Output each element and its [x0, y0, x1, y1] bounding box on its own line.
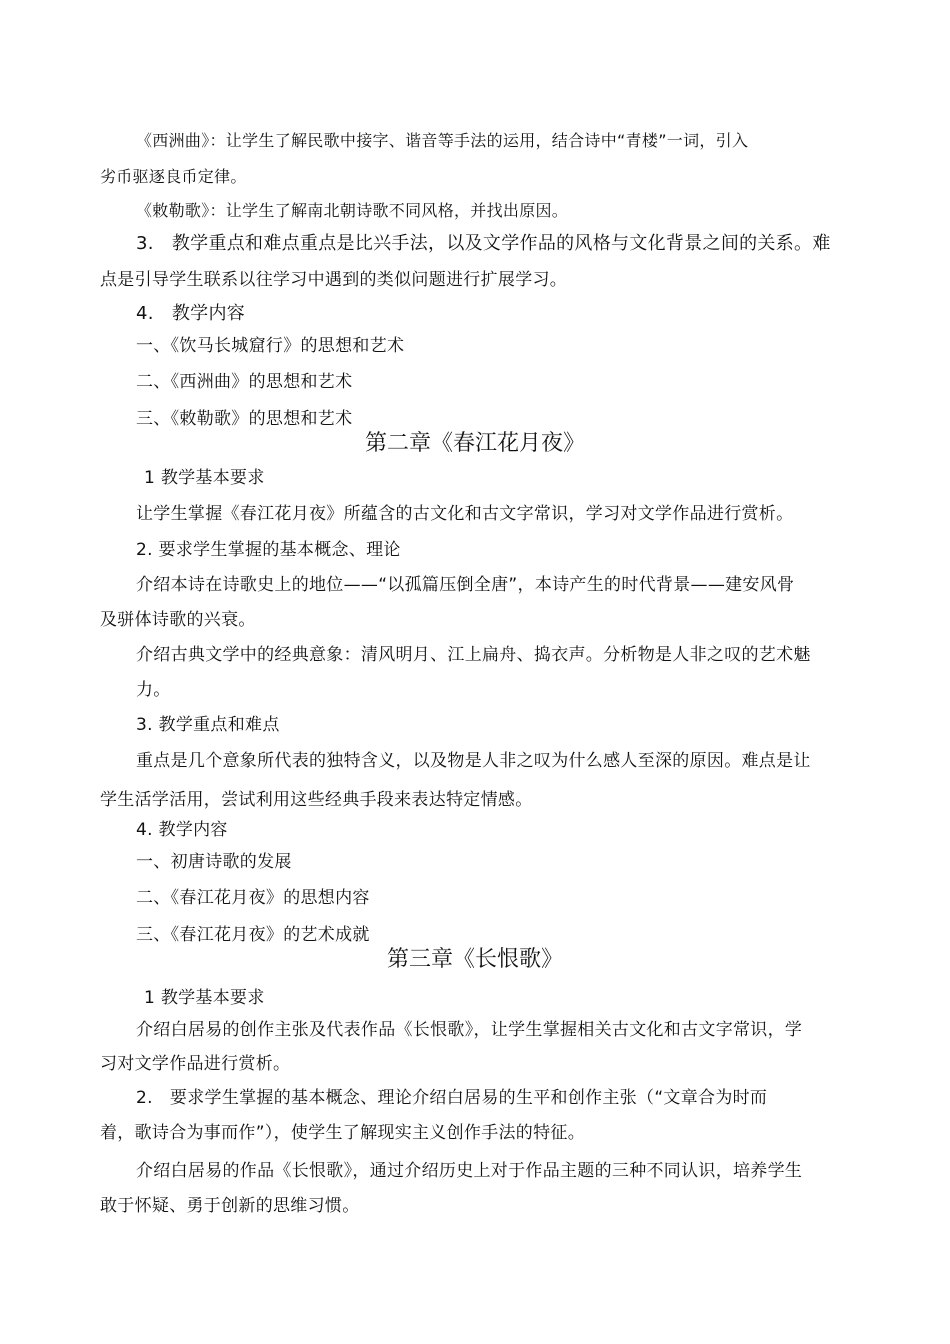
- chapter-2-title: 第二章《春江花月夜》: [364, 431, 585, 456]
- ch2-content-item-3: 三、《春江花月夜》的艺术成就: [136, 925, 370, 945]
- ch3-works-line-1: 介绍白居易的作品《长恨歌》，通过介绍历史上对于作品主题的三种不同认识，培养学生: [136, 1161, 803, 1181]
- ch2-content-item-1: 一、初唐诗歌的发展: [136, 852, 292, 872]
- ch2-concepts-heading: 2. 要求学生掌握的基本概念、理论: [136, 540, 401, 560]
- key-points-paragraph-line-2: 点是引导学生联系以往学习中遇到的类似问题进行扩展学习。: [100, 270, 568, 290]
- teaching-content-heading: 4. 教学内容: [136, 303, 246, 324]
- ch2-key-points-heading: 3. 教学重点和难点: [136, 715, 280, 735]
- ch2-content-item-2: 二、《春江花月夜》的思想内容: [136, 888, 370, 908]
- ch2-imagery-line-1: 介绍古典文学中的经典意象：清风明月、江上扁舟、捣衣声。分析物是人非之叹的艺术魅: [136, 645, 811, 665]
- ch3-requirements-heading: 1 教学基本要求: [144, 988, 265, 1008]
- ch2-concepts-line-1: 介绍本诗在诗歌史上的地位——“以孤篇压倒全唐”，本诗产生的时代背景——建安风骨: [136, 575, 795, 595]
- chilege-paragraph: 《敕勒歌》：让学生了解南北朝诗歌不同风格，并找出原因。: [136, 201, 569, 220]
- ch2-content-heading: 4. 教学内容: [136, 820, 228, 840]
- ch2-key-points-line-2: 学生活学活用，尝试利用这些经典手段来表达特定情感。: [100, 790, 533, 810]
- chapter-3-title: 第三章《长恨歌》: [386, 947, 563, 972]
- xizhouqu-paragraph-line-2: 劣币驱逐良币定律。: [100, 167, 247, 186]
- ch3-concepts-line-2: 着，歌诗合为事而作”），使学生了解现实主义创作手法的特征。: [100, 1123, 586, 1143]
- ch2-imagery-line-2: 力。: [136, 680, 171, 700]
- ch3-requirements-line-1: 介绍白居易的创作主张及代表作品《长恨歌》，让学生掌握相关古文化和古文字常识，学: [136, 1020, 803, 1040]
- ch3-works-line-2: 敢于怀疑、勇于创新的思维习惯。: [100, 1196, 360, 1216]
- ch2-key-points-line-1: 重点是几个意象所代表的独特含义，以及物是人非之叹为什么感人至深的原因。难点是让: [136, 751, 811, 771]
- ch2-requirements-heading: 1 教学基本要求: [144, 468, 265, 488]
- content-item-3: 三、《敕勒歌》的思想和艺术: [136, 409, 353, 429]
- content-item-1: 一、《饮马长城窟行》的思想和艺术: [136, 336, 405, 356]
- key-points-paragraph-line-1: 3. 教学重点和难点重点是比兴手法，以及文学作品的风格与文化背景之间的关系。难: [136, 233, 831, 254]
- content-item-2: 二、《西洲曲》的思想和艺术: [136, 372, 353, 392]
- ch3-requirements-line-2: 习对文学作品进行赏析。: [100, 1054, 291, 1074]
- ch2-requirements-text: 让学生掌握《春江花月夜》所蕴含的古文化和古文字常识，学习对文学作品进行赏析。: [136, 504, 794, 524]
- ch3-concepts-line-1: 2. 要求学生掌握的基本概念、理论介绍白居易的生平和创作主张（“文章合为时而: [136, 1088, 768, 1108]
- ch2-concepts-line-2: 及骈体诗歌的兴衰。: [100, 610, 256, 630]
- xizhouqu-paragraph-line-1: 《西洲曲》：让学生了解民歌中接字、谐音等手法的运用，结合诗中“青楼”一词，引入: [136, 131, 749, 150]
